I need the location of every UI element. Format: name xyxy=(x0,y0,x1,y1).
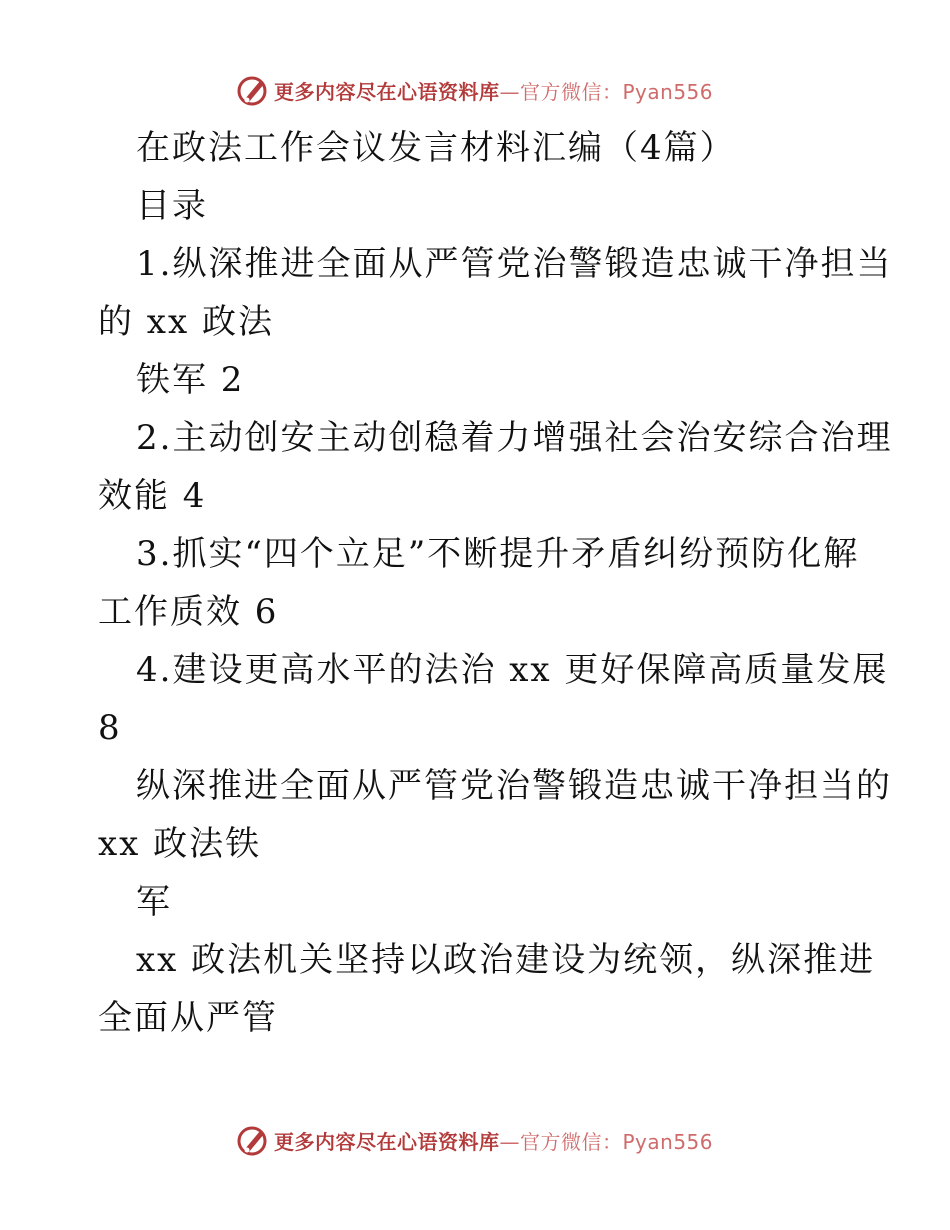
document-line: 4.建设更高水平的法治 xx 更好保障高质量发展 xyxy=(136,650,889,690)
document-body xyxy=(98,119,893,1047)
document-line: 全面从严管 xyxy=(98,998,278,1038)
watermark-header xyxy=(236,72,713,108)
document-line: 的 xx 政法 xyxy=(98,302,274,342)
document-line: 纵深推进全面从严管党治警锻造忠诚干净担当的 xyxy=(136,766,892,806)
document-line: xx 政法铁 xyxy=(98,824,262,864)
document-line: xx 政法机关坚持以政治建设为统领，纵深推进 xyxy=(136,940,876,980)
document-line: 效能 4 xyxy=(98,476,207,516)
document-line: 铁军 2 xyxy=(136,360,245,400)
brush-pen-logo-icon xyxy=(236,73,270,107)
brush-pen-logo-icon xyxy=(236,1123,270,1157)
document-line: 军 xyxy=(136,882,172,922)
document-line: 3.抓实“四个立足”不断提升矛盾纠纷预防化解 xyxy=(136,534,860,574)
document-line: 目录 xyxy=(136,186,208,226)
watermark-contact-text: —官方微信：Pyan556 xyxy=(499,1129,714,1154)
watermark-contact-text: —官方微信：Pyan556 xyxy=(499,79,714,104)
document-line: 2.主动创安主动创稳着力增强社会治安综合治理 xyxy=(136,418,893,458)
document-line: 8 xyxy=(98,708,122,748)
document-line: 1.纵深推进全面从严管党治警锻造忠诚干净担当 xyxy=(136,244,893,284)
watermark-lead-text: 更多内容尽在心语资料库 xyxy=(274,79,500,104)
watermark-footer xyxy=(236,1122,713,1158)
document-line: 工作质效 6 xyxy=(98,592,279,632)
watermark-lead-text: 更多内容尽在心语资料库 xyxy=(274,1129,500,1154)
document-line: 在政法工作会议发言材料汇编（4篇） xyxy=(136,128,736,168)
